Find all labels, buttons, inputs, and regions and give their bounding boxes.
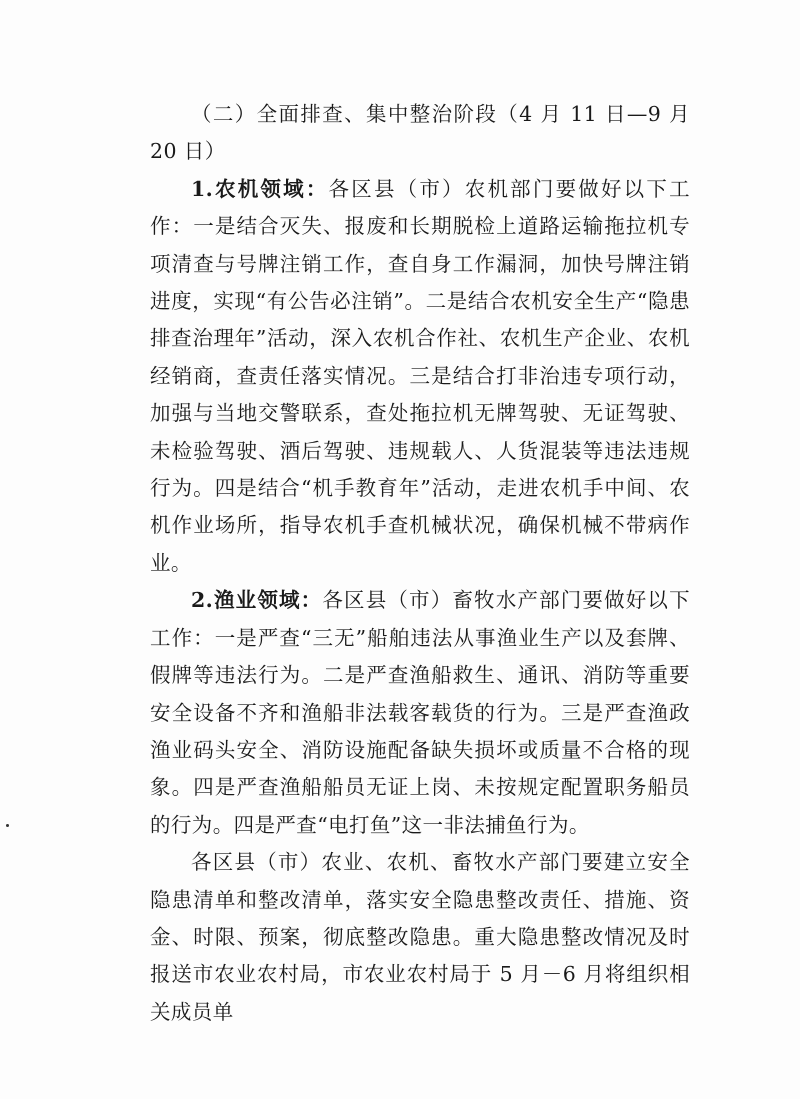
closing-paragraph: 各区县（市）农业、农机、畜牧水产部门要建立安全隐患清单和整改清单，落实安全隐患整改责任、措施、资金、时限、预案，彻底整改隐患。重大隐患整改情况及时报送市农业农村局，市农业农村局于 5 月－6 月将组织相关成员单	[150, 850, 690, 1024]
section-lead: 2.渔业领域：	[191, 588, 323, 613]
section-text: 各区县（市）畜牧水产部门要做好以下工作：一是严查“三无”船舶违法从事渔业生产以及套牌、假牌等违法行为。二是严查渔船救生、通讯、消防等重要安全设备不齐和渔船非法载客载货的行为。三是严查渔政渔业码头安全、消防设施配备缺失损坏或质量不合格的现象。四是严查渔船船员无证上岗、未按规定配置职务船员的行为。四是严查“电打鱼”这一非法捕鱼行为。	[150, 588, 690, 837]
section-lead: 1.农机领域：	[191, 176, 329, 201]
document-body	[150, 96, 690, 1031]
section-agricultural-machinery	[150, 171, 690, 582]
stage-heading: （二）全面排查、集中整治阶段（4 月 11 日—9 月 20 日）	[150, 102, 690, 164]
section-fishery	[150, 582, 690, 844]
section-text: 各区县（市）农机部门要做好以下工作：一是结合灭失、报废和长期脱检上道路运输拖拉机专项清查与号牌注销工作，查自身工作漏洞，加快号牌注销进度，实现“有公告必注销”。二是结合农机安全生产“隐患排查治理年”活动，深入农机合作社、农机生产企业、农机经销商，查责任落实情况。三是结合打非治违专项行动，加强与当地交警联系，查处拖拉机无牌驾驶、无证驾驶、未检验驾驶、酒后驾驶、违规载人、人货混装等违法违规行为。四是结合“机手教育年”活动，走进农机手中间、农机作业场所，指导农机手查机械状况，确保机械不带病作业。	[150, 176, 690, 575]
scan-speck	[6, 824, 9, 827]
